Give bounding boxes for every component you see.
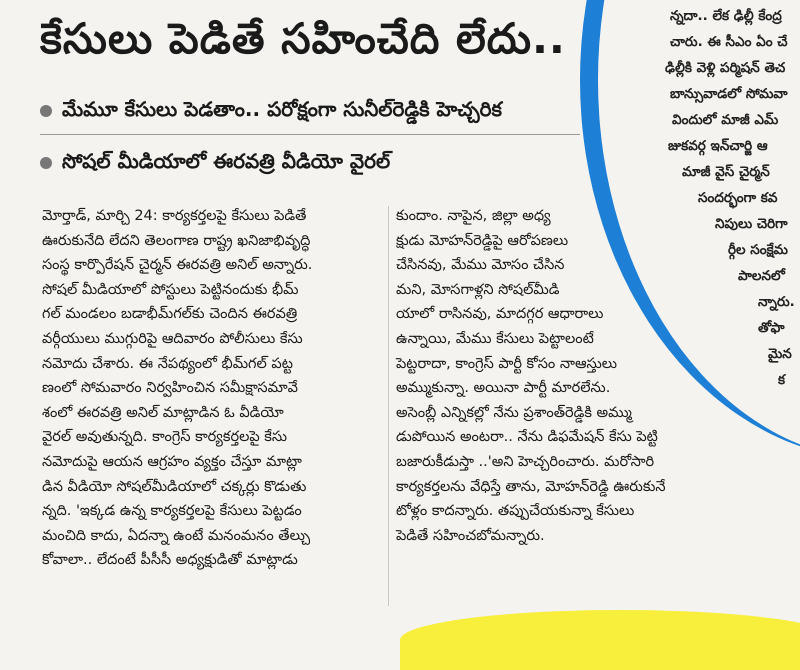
bullet-icon bbox=[40, 157, 52, 169]
adjacent-article-line: మాజీ వైస్ చైర్మన్ bbox=[682, 164, 770, 180]
adjacent-article-line: మైన bbox=[768, 346, 792, 362]
adjacent-article-line: పాలనలో bbox=[738, 268, 785, 284]
article-line: పెట్టరాదా, కాంగ్రెస్ పార్టీ కోసం నాఆస్తులు bbox=[396, 355, 618, 372]
adjacent-article-line: చారు. ఈ సీఎం ఏం చే bbox=[670, 34, 788, 50]
adjacent-article-line: క bbox=[778, 372, 786, 388]
adjacent-article-line: సందర్భంగా కవ bbox=[698, 190, 778, 206]
headline: కేసులు పెడితే సహించేది లేదు.. bbox=[40, 14, 566, 63]
article-line: నమోదుపై ఆయన ఆగ్రహం వ్యక్తం చేస్తూ మాట్లా bbox=[42, 453, 302, 470]
article-line: వైరల్ అవుతున్నది. కాంగ్రెస్ కార్యకర్తలపై కేసు bbox=[42, 429, 288, 446]
article-line: కుందాం. నాపైన, జిల్లా అధ్య bbox=[396, 208, 551, 224]
adjacent-article-line: బాన్సువాడలో సోమవా bbox=[670, 86, 788, 102]
article-line: టోళ్లం కాదన్నారు. తప్పుచేయకున్నా కేసులు bbox=[396, 503, 635, 520]
adjacent-article-line: ఢిల్లీకి వెళ్లి పర్మిషన్ తెచ bbox=[665, 60, 786, 76]
article-line: గల్ మండలం బడాభీమ్‌గల్‌కు చెందిన ఈరవత్రి bbox=[42, 306, 298, 323]
article-line: కోవాలా.. లేదంటే పీసీసీ అధ్యక్షుడితో మాట్లాడు bbox=[42, 552, 298, 569]
article-line: శంలో ఈరవత్రి అనిల్ మాట్లాడిన ఓ వీడియో bbox=[42, 404, 284, 421]
article-column-2 bbox=[396, 204, 736, 548]
article-line: మని, మోసగాళ్లని సోషల్‌మీడి bbox=[396, 281, 560, 298]
article-line: ఉన్నాయి, మేము కేసులు పెట్టాలంటే bbox=[396, 330, 594, 347]
subheading-2-text: సోషల్ మీడియాలో ఈరవత్రి వీడియో వైరల్ bbox=[62, 149, 391, 173]
adjacent-article-line: న్నదా.. లేక ఢిల్లీ కేంద్ర bbox=[670, 8, 782, 24]
adjacent-article-line: జుకవర్గ ఇన్‌చార్జి ఆ bbox=[668, 138, 768, 154]
article-line: కార్యకర్తలను వేధిస్తే తాను, మోహన్‌రెడ్డి ఊరుకునే bbox=[396, 478, 666, 495]
article-column-1 bbox=[42, 204, 387, 573]
article-line: అసెంబ్లీ ఎన్నికల్లో నేను ప్రశాంత్‌రెడ్డికి అమ్ము bbox=[396, 404, 632, 421]
article-line: క్షుడు మోహన్‌రెడ్డిపై ఆరోపణలు bbox=[396, 232, 569, 249]
article-line: ణంలో సోమవారం నిర్వహించిన సమీక్షాసమావే bbox=[42, 380, 298, 397]
article-line: చేసినవు, మేము మోసం చేసిన bbox=[396, 257, 565, 274]
article-line: నమోదు చేశారు. ఈ నేపథ్యంలో భీమ్‌గల్ పట్ట bbox=[42, 355, 293, 372]
article-line: మంచిది కాదు, ఏదన్నా ఉంటే మనంమనం తేల్చు bbox=[42, 527, 311, 544]
article-line: ఊరుకునేది లేదని తెలంగాణ రాష్ట్ర ఖనిజాభివృద్ధి bbox=[42, 232, 311, 249]
subheading-1-text: మేమూ కేసులు పెడతాం.. పరోక్షంగా సునీల్‌రెడ్డికి హెచ్చరిక bbox=[62, 97, 502, 121]
column-divider bbox=[388, 206, 389, 606]
article-line: పెడితే సహించబోమన్నారు. bbox=[396, 527, 545, 544]
article-line: అమ్ముకున్నా. అయినా పార్టీ మారలేను. bbox=[396, 380, 611, 397]
article-line: యాలో రాసినవు, మాదగ్గర ఆధారాలు bbox=[396, 306, 604, 323]
subheading-2 bbox=[40, 148, 600, 174]
article-line: న్నది. 'ఇక్కడ ఉన్న కార్యకర్తలపై కేసులు పెట్టడం bbox=[42, 503, 302, 520]
article-line: బజారుకీడుస్తా ..'అని హెచ్చరించారు. మరోసారి bbox=[396, 453, 655, 470]
article-line: సోషల్ మీడియాలో పోస్టులు పెట్టినందుకు భీమ్ bbox=[42, 281, 299, 298]
article-line: వర్గీయులు ముగ్గురిపై ఆదివారం పోలీసులు కేసు bbox=[42, 330, 303, 347]
yellow-arc-decoration bbox=[400, 610, 800, 670]
article-line: డుపోయిన అంటరా.. నేను డిఫమేషన్ కేసు పెట్టి bbox=[396, 429, 658, 446]
bullet-icon bbox=[40, 105, 52, 117]
adjacent-article-line: నిపులు చెరిగా bbox=[715, 216, 788, 232]
subheading-1 bbox=[40, 96, 600, 122]
adjacent-article-line: తోఫా bbox=[758, 320, 785, 336]
divider-line bbox=[40, 134, 580, 135]
article-line: సంస్థ కార్పొరేషన్ చైర్మన్ ఈరవత్రి అనిల్ అన్నారు. bbox=[42, 257, 313, 274]
adjacent-article-line: విందులో మాజీ ఎమ్ bbox=[672, 112, 779, 128]
adjacent-article-line: న్నారు. bbox=[758, 294, 795, 310]
adjacent-article-line: ర్గీల సంక్షేమ bbox=[728, 242, 788, 258]
article-line: డిన వీడియో సోషల్‌మీడియాలో చక్కర్లు కొడుతు bbox=[42, 478, 307, 495]
article-line: మోర్తాడ్, మార్చి 24: కార్యకర్తలపై కేసులు పెడితే bbox=[42, 208, 307, 224]
